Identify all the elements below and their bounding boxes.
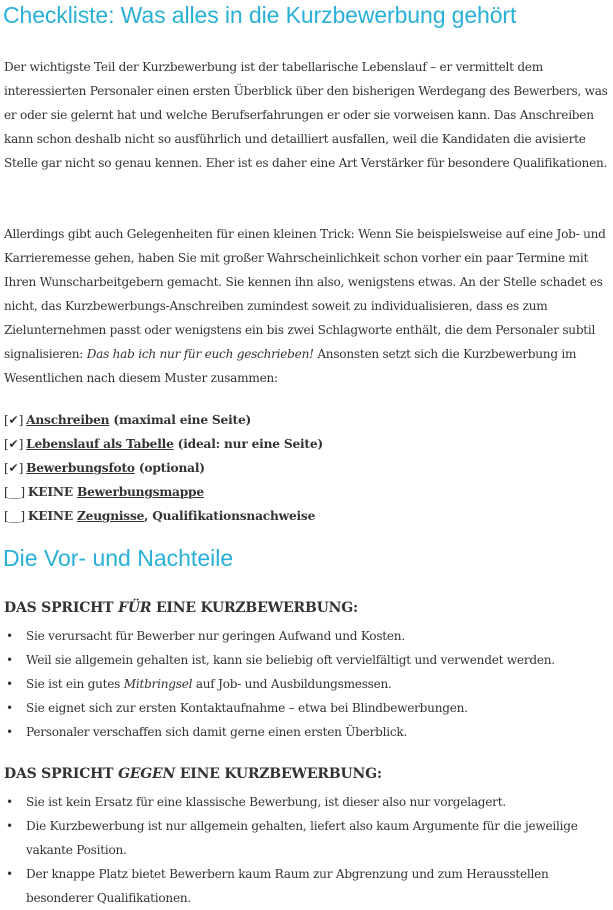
bullet-icon: • bbox=[6, 819, 13, 833]
intro-paragraph: Der wichtigste Teil der Kurzbewerbung ist der tabellarische Lebenslauf – er vermittelt dem interessierten Personaler einen ersten Überblick über den bisherigen Werdegang des Bewerbers, was er oder sie gelernt hat und welche Berufserfahrungen er oder sie vorweisen kann. Das Anschreiben kann schon deshalb nicht so ausführlich und detailliert ausfallen, weil die Kandidaten die avisierte Stelle gar nicht so genau kennen. Eher ist es daher eine Art Verstärker für besondere Qualifikationen. bbox=[4, 60, 608, 170]
checklist-item-anschreiben bbox=[4, 408, 323, 432]
list-item bbox=[4, 672, 612, 696]
pro-heading-end: EINE KURZBEWERBUNG: bbox=[151, 600, 358, 616]
checkbox-checked: [✔] bbox=[4, 413, 24, 427]
section-title: Die Vor- und Nachteile bbox=[3, 545, 234, 571]
list-item bbox=[4, 814, 612, 862]
bullet-icon: • bbox=[6, 867, 13, 881]
contra-heading-emphasis: GEGEN bbox=[118, 766, 176, 782]
bullet-icon: • bbox=[6, 653, 13, 667]
list-item-text: Der knappe Platz bietet Bewerbern kaum Raum zur Abgrenzung und zum Herausstellen besonderer Qualifikationen. bbox=[26, 867, 549, 905]
trick-paragraph bbox=[4, 222, 610, 390]
contra-heading-end: EINE KURZBEWERBUNG: bbox=[175, 766, 382, 782]
list-item-text-end: auf Job- und Ausbildungsmessen. bbox=[192, 677, 392, 691]
pro-heading-start: DAS SPRICHT bbox=[4, 600, 119, 616]
bullet-icon: • bbox=[6, 629, 13, 643]
checklist-prefix: KEINE bbox=[27, 485, 77, 499]
contra-heading bbox=[4, 766, 382, 782]
list-item-text: Sie verursacht für Bewerber nur geringen Aufwand und Kosten. bbox=[26, 629, 405, 643]
checkbox-empty: [__] bbox=[4, 509, 25, 523]
checklist-suffix: , Qualifikationsnachweise bbox=[144, 509, 316, 523]
page-title: Checkliste: Was alles in die Kurzbewerbung gehört bbox=[3, 2, 517, 28]
checklist-suffix: (ideal: nur eine Seite) bbox=[173, 437, 323, 451]
trick-paragraph-closing: Ansonsten setzt sich die Kurzbewerbung im Wesentlichen nach diesem Muster zusammen: bbox=[4, 347, 577, 385]
list-item-text: Personaler verschaffen sich damit gerne einen ersten Überblick. bbox=[26, 725, 408, 739]
bullet-icon: • bbox=[6, 701, 13, 715]
checklist-item-lebenslauf bbox=[4, 432, 323, 456]
list-item bbox=[4, 648, 612, 672]
link-lebenslauf[interactable]: Lebenslauf als Tabelle bbox=[26, 437, 174, 451]
list-item-emphasis: Mitbringsel bbox=[123, 677, 193, 691]
contra-heading-start: DAS SPRICHT bbox=[4, 766, 119, 782]
bullet-icon: • bbox=[6, 677, 13, 691]
checkbox-checked: [✔] bbox=[4, 437, 24, 451]
list-item-text: Sie ist ein gutes bbox=[26, 677, 124, 691]
checklist-item-bewerbungsmappe bbox=[4, 480, 323, 504]
list-item-text: Die Kurzbewerbung ist nur allgemein gehalten, liefert also kaum Argumente für die jeweilige vakante Position. bbox=[26, 819, 578, 857]
list-item bbox=[4, 720, 612, 744]
list-item bbox=[4, 862, 612, 910]
list-item bbox=[4, 790, 612, 814]
list-item bbox=[4, 696, 612, 720]
checklist-item-zeugnisse bbox=[4, 504, 323, 528]
link-bewerbungsmappe[interactable]: Bewerbungsmappe bbox=[76, 485, 204, 499]
checklist-item-bewerbungsfoto bbox=[4, 456, 323, 480]
checkbox-checked: [✔] bbox=[4, 461, 24, 475]
checklist-prefix: KEINE bbox=[27, 509, 77, 523]
trick-paragraph-text: Allerdings gibt auch Gelegenheiten für einen kleinen Trick: Wenn Sie beispielsweise auf eine Job- und Karrieremesse gehen, haben Sie mit großer Wahrscheinlichkeit schon vorher ein paar Termine mit Ihren Wunscharbeitgebern gemacht. Sie kennen ihn also, wenigstens etwas. An der Stelle schadet es nicht, das Kurzbewerbungs-Anschreiben zumindest soweit zu individualisieren, dass es zum Zielunternehmen passt oder wenigstens ein bis zwei Schlagworte enthält, die dem Personaler subtil signalisieren: bbox=[4, 227, 606, 361]
checkbox-empty: [__] bbox=[4, 485, 25, 499]
bullet-icon: • bbox=[6, 725, 13, 739]
checklist-suffix: (maximal eine Seite) bbox=[109, 413, 252, 427]
link-zeugnisse[interactable]: Zeugnisse bbox=[76, 509, 145, 523]
list-item-text: Weil sie allgemein gehalten ist, kann sie beliebig oft vervielfältigt und verwendet werden. bbox=[26, 653, 555, 667]
pro-heading-emphasis: FÜR bbox=[118, 600, 152, 616]
bullet-icon: • bbox=[6, 795, 13, 809]
contra-list bbox=[4, 790, 612, 910]
list-item-text: Sie eignet sich zur ersten Kontaktaufnahme – etwa bei Blindbewerbungen. bbox=[26, 701, 468, 715]
list-item-text: Sie ist kein Ersatz für eine klassische Bewerbung, ist dieser also nur vorgelagert. bbox=[26, 795, 506, 809]
list-item bbox=[4, 624, 612, 648]
trick-paragraph-emphasis: Das hab ich nur für euch geschrieben! bbox=[86, 347, 314, 361]
checklist-suffix: (optional) bbox=[134, 461, 205, 475]
link-bewerbungsfoto[interactable]: Bewerbungsfoto bbox=[26, 461, 135, 475]
pro-list bbox=[4, 624, 612, 744]
checklist bbox=[4, 408, 323, 528]
pro-heading bbox=[4, 600, 358, 616]
link-anschreiben[interactable]: Anschreiben bbox=[26, 413, 110, 427]
